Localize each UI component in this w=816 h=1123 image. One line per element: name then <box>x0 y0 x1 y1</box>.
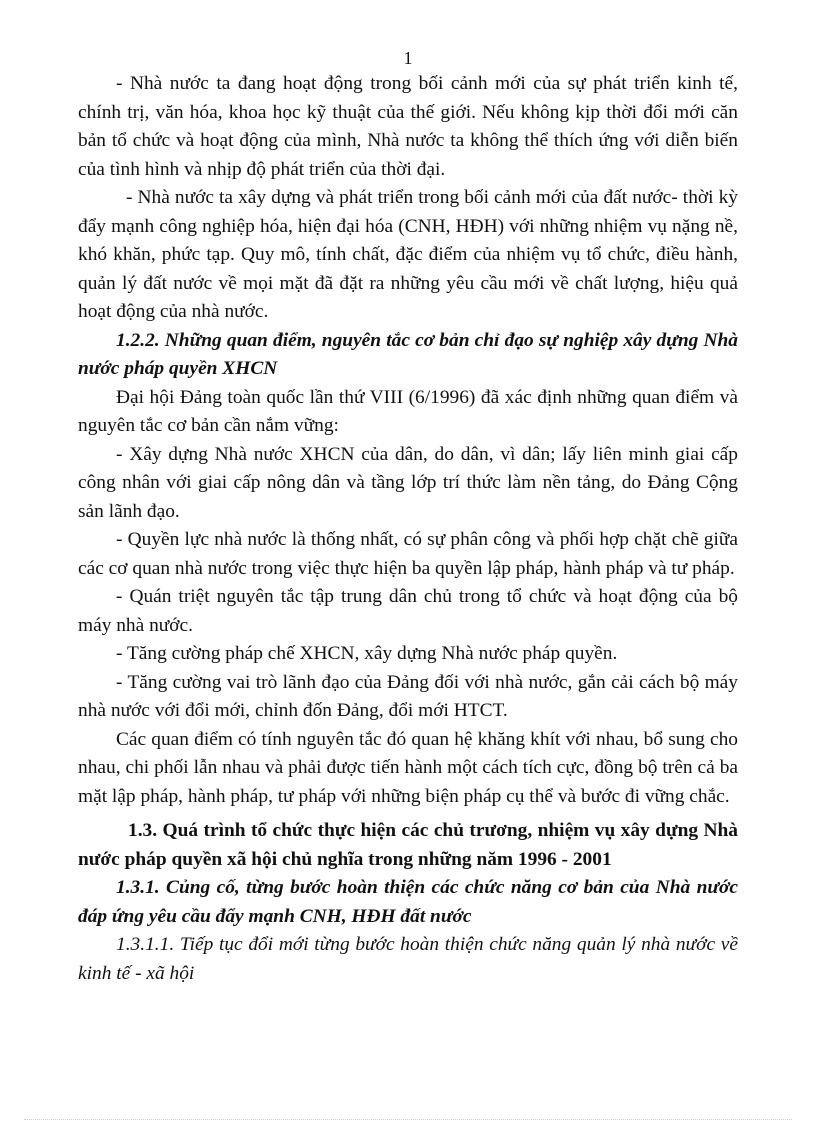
section-heading-1-2-2: 1.2.2. Những quan điểm, nguyên tắc cơ bản chỉ đạo sự nghiệp xây dựng Nhà nước pháp quyền XHCN <box>78 329 738 379</box>
section-heading-1-3-1: 1.3.1. Củng cố, từng bước hoàn thiện các chức năng cơ bản của Nhà nước đáp ứng yêu cầu đẩy mạnh CNH, HĐH đất nước <box>78 877 738 927</box>
document-body <box>78 70 738 988</box>
principle-item-2: - Quyền lực nhà nước là thống nhất, có sự phân công và phối hợp chặt chẽ giữa các cơ quan nhà nước trong việc thực hiện ba quyền lập pháp, hành pháp và tư pháp. <box>78 529 738 579</box>
principle-item-5: - Tăng cường vai trò lãnh đạo của Đảng đối với nhà nước, gắn cải cách bộ máy nhà nước với đổi mới, chỉnh đốn Đảng, đổi mới HTCT. <box>78 671 738 721</box>
principle-item-1: - Xây dựng Nhà nước XHCN của dân, do dân, vì dân; lấy liên minh giai cấp công nhân với giai cấp nông dân và tầng lớp trí thức làm nền tảng, do Đảng Cộng sản lãnh đạo. <box>78 443 738 522</box>
section-heading-1-3: 1.3. Quá trình tổ chức thực hiện các chủ trương, nhiệm vụ xây dựng Nhà nước pháp quyền xã hội chủ nghĩa trong những năm 1996 - 2001 <box>78 820 738 870</box>
principle-item-3: - Quán triệt nguyên tắc tập trung dân chủ trong tổ chức và hoạt động của bộ máy nhà nước. <box>78 586 738 636</box>
section-heading-1-3-1-1: 1.3.1.1. Tiếp tục đổi mới từng bước hoàn thiện chức năng quản lý nhà nước về kinh tế - xã hội <box>78 934 738 984</box>
principle-item-4: - Tăng cường pháp chế XHCN, xây dựng Nhà nước pháp quyền. <box>116 643 618 664</box>
paragraph-domestic-context: - Nhà nước ta xây dựng và phát triển trong bối cảnh mới của đất nước- thời kỳ đẩy mạnh công nghiệp hóa, hiện đại hóa (CNH, HĐH) với những nhiệm vụ nặng nề, khó khăn, phức tạp. Quy mô, tính chất, đặc điểm của nhiệm vụ tổ chức, điều hành, quản lý đất nước về mọi mặt đã đặt ra những yêu cầu mới về chất lượng, hiệu quả hoạt động của nhà nước. <box>78 187 738 322</box>
paragraph-congress-viii: Đại hội Đảng toàn quốc lần thứ VIII (6/1996) đã xác định những quan điểm và nguyên tắc cơ bản cần nắm vững: <box>78 386 738 436</box>
page-bottom-border <box>24 1119 792 1120</box>
paragraph-global-context: - Nhà nước ta đang hoạt động trong bối cảnh mới của sự phát triển kinh tế, chính trị, văn hóa, khoa học kỹ thuật của thế giới. Nếu không kịp thời đổi mới căn bản tổ chức và hoạt động của mình, Nhà nước ta không thể thích ứng với diễn biến của tình hình và nhịp độ phát triển của thời đại. <box>78 73 738 180</box>
page-number: 1 <box>403 48 413 68</box>
paragraph-conclusion: Các quan điểm có tính nguyên tắc đó quan hệ khăng khít với nhau, bổ sung cho nhau, chi phối lẫn nhau và phải được tiến hành một cách tích cực, đồng bộ trên cả ba mặt lập pháp, hành pháp, tư pháp với những biện pháp cụ thể và bước đi vững chắc. <box>78 728 738 807</box>
